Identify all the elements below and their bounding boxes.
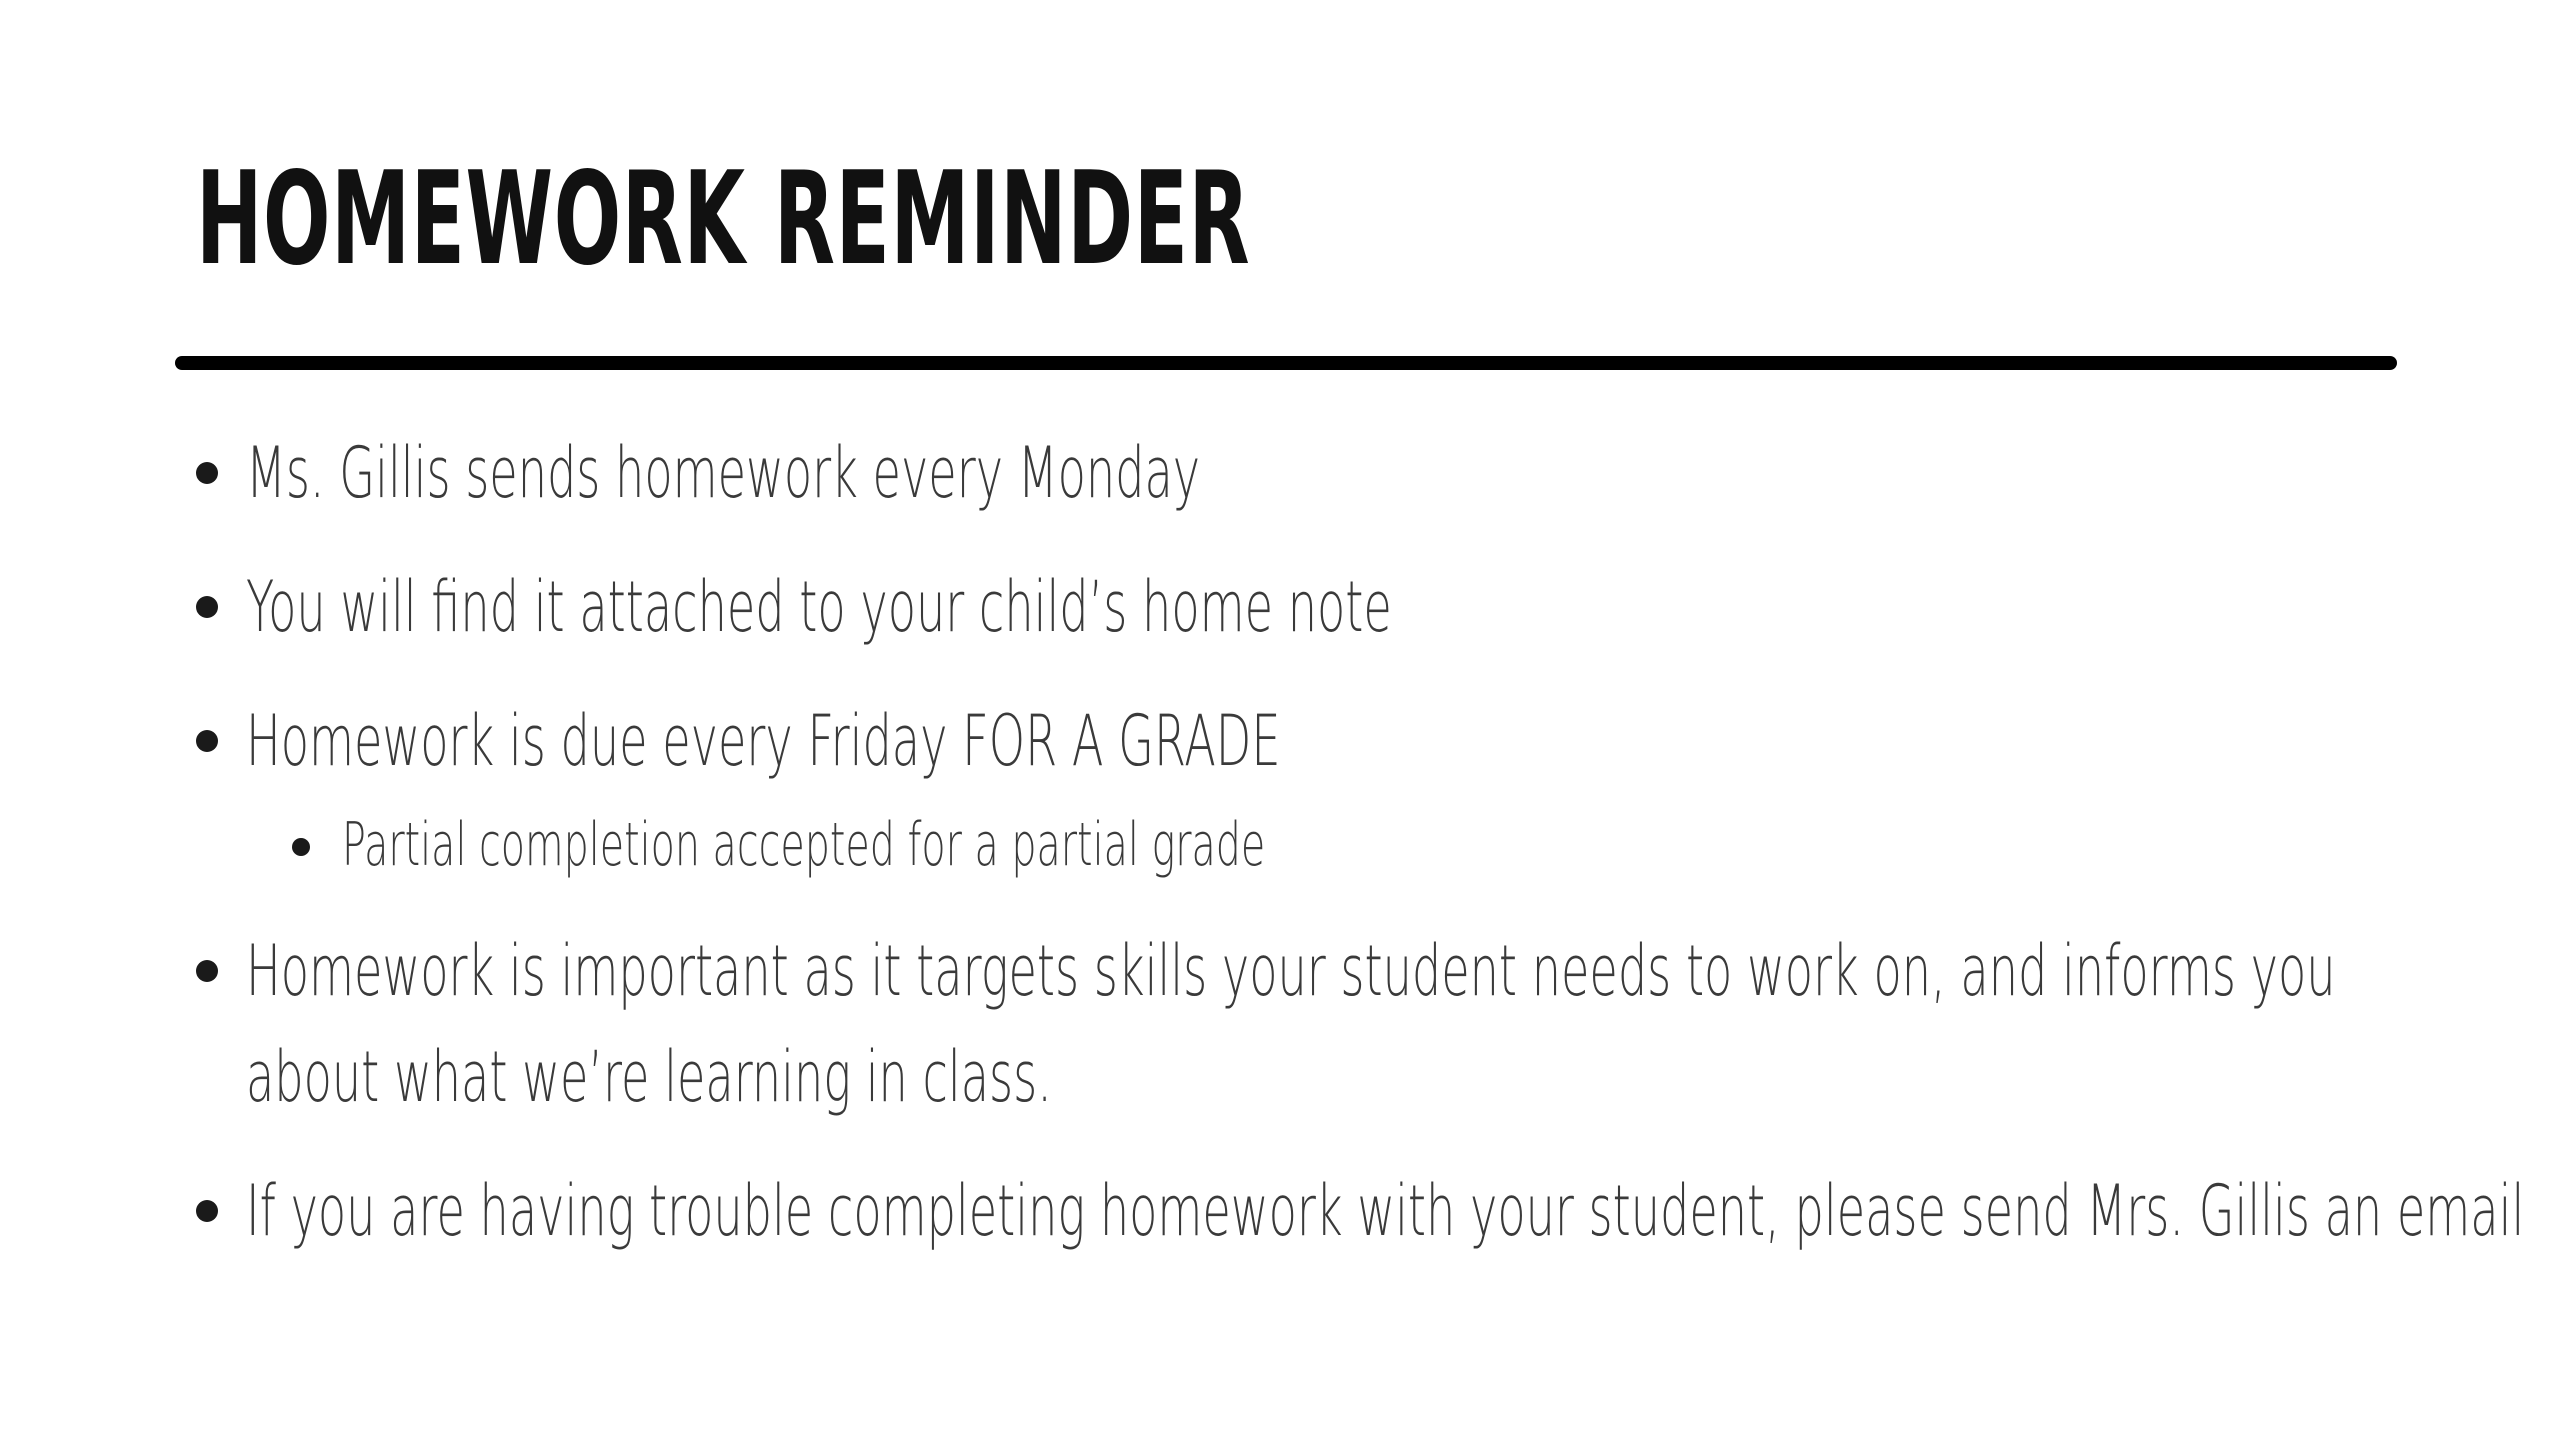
bullet-list xyxy=(196,420,2525,1292)
bullet-text: Ms. Gillis sends homework every Monday xyxy=(246,432,1201,514)
bullet-text: Homework is due every Friday FOR A GRADE xyxy=(246,700,1281,782)
bullet-item xyxy=(196,1158,2525,1264)
bullet-dot-icon xyxy=(196,596,218,618)
title-divider xyxy=(175,356,2397,370)
bullet-dot-icon xyxy=(196,960,218,982)
bullet-dot-icon xyxy=(196,1200,218,1222)
bullet-dot-icon xyxy=(196,462,218,484)
bullet-item xyxy=(196,420,2396,526)
bullet-item xyxy=(196,554,2396,660)
slide-title: HOMEWORK REMINDER xyxy=(196,145,1251,294)
bullet-dot-icon xyxy=(292,838,310,856)
sub-bullet-text: Partial completion accepted for a partial grade xyxy=(342,810,1266,880)
sub-bullet-item xyxy=(292,800,2396,890)
bullet-item xyxy=(196,918,2396,1130)
bullet-text: Homework is important as it targets skills your student needs to work on, and informs you about what we’re learning in class. xyxy=(246,930,2336,1118)
bullet-text: You will find it attached to your child’s home note xyxy=(246,566,1392,648)
bullet-dot-icon xyxy=(196,730,218,752)
bullet-item xyxy=(196,688,2396,794)
bullet-text: If you are having trouble completing homework with your student, please send Mrs. Gillis an email xyxy=(246,1170,2525,1252)
